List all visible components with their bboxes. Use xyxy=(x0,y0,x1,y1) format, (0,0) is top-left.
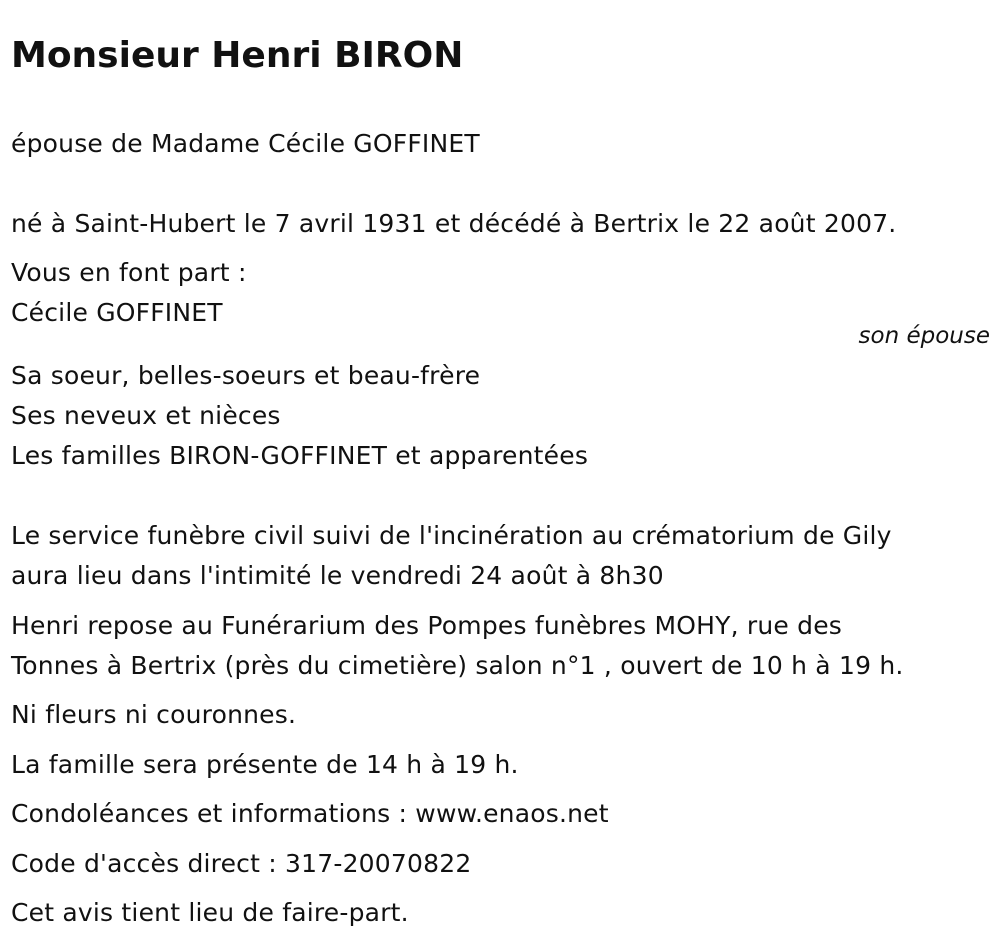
service-line-1: Le service funèbre civil suivi de l'incinération au crématorium de Gily xyxy=(11,521,892,550)
access-code-line: Code d'accès direct : 317-20070822 xyxy=(11,849,472,878)
closing-line: Cet avis tient lieu de faire-part. xyxy=(11,898,409,927)
spouse-line: épouse de Madame Cécile GOFFINET xyxy=(11,129,480,158)
birth-death-line: né à Saint-Hubert le 7 avril 1931 et décédé à Bertrix le 22 août 2007. xyxy=(11,209,897,238)
family-presence-line: La famille sera présente de 14 h à 19 h. xyxy=(11,750,519,779)
service-line-2: aura lieu dans l'intimité le vendredi 24 août à 8h30 xyxy=(11,561,664,590)
deceased-name-title: Monsieur Henri BIRON xyxy=(11,35,464,76)
announcer-siblings: Sa soeur, belles-soeurs et beau-frère xyxy=(11,361,481,390)
announcer-spouse-name: Cécile GOFFINET xyxy=(11,298,223,327)
repose-line-2: Tonnes à Bertrix (près du cimetière) salon n°1 , ouvert de 10 h à 19 h. xyxy=(11,651,904,680)
condolences-line: Condoléances et informations : www.enaos.net xyxy=(11,799,609,828)
announcer-nephews: Ses neveux et nièces xyxy=(11,401,281,430)
announcers-intro: Vous en font part : xyxy=(11,258,247,287)
repose-line-1: Henri repose au Funérarium des Pompes funèbres MOHY, rue des xyxy=(11,611,843,640)
flowers-line: Ni fleurs ni couronnes. xyxy=(11,700,297,729)
announcer-spouse-role: son épouse xyxy=(858,323,990,349)
announcer-families: Les familles BIRON-GOFFINET et apparentées xyxy=(11,441,589,470)
